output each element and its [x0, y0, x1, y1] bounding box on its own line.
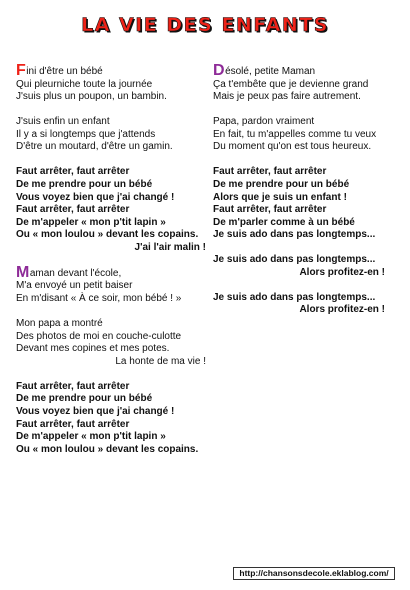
chorus-2 — [16, 381, 216, 457]
verse-1 — [16, 62, 216, 104]
lyric-line: De me prendre pour un bébé — [16, 393, 153, 405]
lyric-line: Des photos de moi en couche-culotte — [16, 330, 182, 342]
lyric-line — [16, 263, 216, 281]
drop-cap: D — [213, 62, 225, 79]
lyric-line — [213, 62, 403, 79]
verse-4 — [16, 318, 216, 368]
lyric-line: Alors que je suis un enfant ! — [213, 191, 347, 203]
lyric-line: De me prendre pour un bébé — [213, 178, 350, 190]
lyric-line: Papa, pardon vraiment — [213, 116, 315, 128]
lyric-line: Faut arrêter, faut arrêter — [16, 418, 130, 430]
lyric-line: Mon papa a montré — [16, 318, 103, 330]
lyric-line: Faut arrêter, faut arrêter — [213, 204, 327, 216]
drop-cap: F — [16, 62, 26, 79]
chorus-1 — [16, 166, 216, 254]
lyric-line: Qui pleurniche toute la journée — [16, 78, 153, 90]
verse-5 — [213, 62, 403, 104]
lyric-text: aman devant l'école, — [29, 267, 122, 279]
lyric-line: Ou « mon loulou » devant les copains. — [16, 229, 199, 241]
lyric-line: M'a envoyé un petit baiser — [16, 280, 133, 292]
lyric-line: Faut arrêter, faut arrêter — [16, 380, 130, 392]
drop-cap: M — [16, 263, 30, 281]
lyric-line: J'suis enfin un enfant — [16, 116, 110, 128]
lyric-line: En fait, tu m'appelles comme tu veux — [213, 128, 377, 140]
source-url: http://chansonsdecole.eklablog.com/ — [233, 567, 395, 580]
lyric-line: J'ai l'air malin ! — [134, 241, 206, 253]
lyrics-column-right — [213, 62, 403, 329]
outro-1 — [213, 254, 403, 279]
lyric-line: Alors profitez-en ! — [299, 266, 385, 278]
lyric-line: Faut arrêter, faut arrêter — [213, 166, 327, 178]
lyric-text: ésolé, petite Maman — [225, 66, 316, 77]
lyric-line: En m'disant « À ce soir, mon bébé ! » — [16, 293, 182, 305]
lyric-line: Vous voyez bien que j'ai changé ! — [16, 406, 175, 418]
lyric-line: La honte de ma vie ! — [115, 355, 206, 367]
lyric-line: Je suis ado dans pas longtemps... — [213, 229, 376, 241]
verse-3 — [16, 263, 216, 306]
lyric-line: Je suis ado dans pas longtemps... — [213, 254, 376, 266]
lyric-line: De me prendre pour un bébé — [16, 178, 153, 190]
lyric-line: Du moment qu'on est tous heureux. — [213, 141, 372, 153]
lyric-line: Vous voyez bien que j'ai changé ! — [16, 191, 175, 203]
lyric-line: De m'parler comme à un bébé — [213, 216, 355, 228]
lyric-line: Alors profitez-en ! — [299, 304, 385, 316]
verse-2 — [16, 116, 216, 154]
lyric-line: Faut arrêter, faut arrêter — [16, 166, 130, 178]
lyric-line: Devant mes copines et mes potes. — [16, 343, 170, 355]
lyric-text: ini d'être un bébé — [26, 66, 103, 77]
page-title: LA VIE DES ENFANTS — [81, 14, 329, 36]
lyric-line: Faut arrêter, faut arrêter — [16, 204, 130, 216]
verse-6 — [213, 116, 403, 154]
lyric-line: Je suis ado dans pas longtemps... — [213, 291, 376, 303]
lyric-line: Ou « mon loulou » devant les copains. — [16, 443, 199, 455]
lyric-line — [16, 62, 216, 79]
lyric-line: Mais je peux pas faire autrement. — [213, 91, 361, 103]
lyrics-column-left — [16, 62, 216, 469]
chorus-3 — [213, 166, 403, 242]
lyric-line: De m'appeler « mon p'tit lapin » — [16, 216, 166, 228]
lyric-line: Ça t'embête que je devienne grand — [213, 78, 369, 90]
lyric-line: D'être un moutard, d'être un gamin. — [16, 141, 173, 153]
lyric-line: J'suis plus un poupon, un bambin. — [16, 91, 167, 103]
lyric-line: Il y a si longtemps que j'attends — [16, 128, 156, 140]
outro-2 — [213, 292, 403, 317]
lyric-line: De m'appeler « mon p'tit lapin » — [16, 431, 166, 443]
